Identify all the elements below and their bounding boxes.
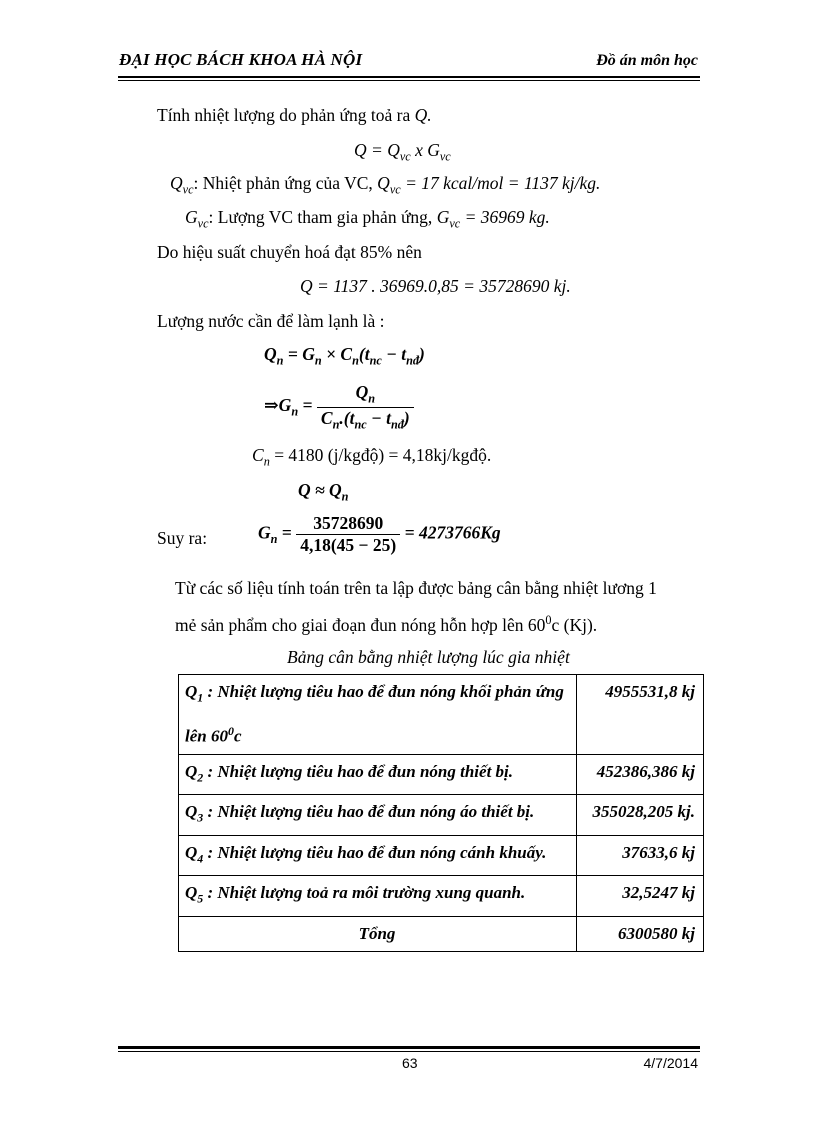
table-row xyxy=(179,876,704,916)
row-value: 355028,205 kj. xyxy=(577,795,704,835)
header-rule-thin xyxy=(118,80,700,81)
table-total-row xyxy=(179,916,704,951)
table-intro-line2: mẻ sản phẩm cho giai đoạn đun nóng hỗn hợp lên $60^0c$ (Kj). xyxy=(175,613,598,635)
row-value: 4955531,8 kj xyxy=(577,675,704,755)
row-value: 32,5247 kj xyxy=(577,876,704,916)
row-label: $Q_4$ : Nhiệt lượng tiêu hao để đun nóng cánh khuấy. xyxy=(179,835,577,875)
heat-balance-table xyxy=(178,674,704,952)
equation-gn-result: $G_n$ = $\frac{35728690}{4,18(45 - 25)}$ = 4273766Kg xyxy=(258,513,501,555)
equation-q: $Q = Q_{vc}$ x $G_{vc}$ xyxy=(354,140,451,164)
cn-definition: $C_n = 4180$ (j/kgđộ) = 4,18kj/kgđộ. xyxy=(252,445,492,469)
approx-line: $Q \approx Q_n$ xyxy=(298,480,349,504)
header-rule xyxy=(118,76,700,78)
header-school: ĐẠI HỌC BÁCH KHOA HÀ NỘI xyxy=(119,50,363,69)
qvc-definition: $Q_{vc}$: Nhiệt phản ứng của VC, $Q_{vc} = 17$ kcal/mol = 1137 kj/kg. xyxy=(170,173,601,197)
equation-q-value: Q = 1137 . 36969.0,85 = 35728690 kj. xyxy=(300,276,571,296)
gvc-definition: $G_{vc}$: Lượng VC tham gia phản ứng, $G_{vc} = 36969$ kg. xyxy=(185,207,550,231)
row-value: 452386,386 kj xyxy=(577,755,704,795)
footer-date: 4/7/2014 xyxy=(643,1055,698,1071)
row-value: 37633,6 kj xyxy=(577,835,704,875)
table-row xyxy=(179,795,704,835)
table-intro-line1: Từ các số liệu tính toán trên ta lập được bảng cân bằng nhiệt lương 1 xyxy=(175,578,657,598)
row-label: $Q_5$ : Nhiệt lượng toả ra môi trường xung quanh. xyxy=(179,876,577,916)
table-row xyxy=(179,835,704,875)
gn-result-fraction: $\frac{35728690}{4,18(45 - 25)}$ xyxy=(296,513,400,556)
equation-qn: $Q_n = G_n \times C_n(t_{nc} - t_{nđ})$ xyxy=(264,344,425,368)
header-doc-type: Đồ án môn học xyxy=(596,52,698,69)
page-number: 63 xyxy=(402,1055,418,1071)
efficiency-line: Do hiệu suất chuyển hoá đạt 85% nên xyxy=(157,242,422,262)
total-label: Tổng xyxy=(179,916,577,951)
footer-rule-thin xyxy=(118,1051,700,1052)
table-caption: Bảng cân bằng nhiệt lượng lúc gia nhiệt xyxy=(287,647,570,667)
row-label: $Q_1$ : Nhiệt lượng tiêu hao để đun nóng khối phản ứng lên $60^0c$ xyxy=(179,675,577,755)
row-label: $Q_2$ : Nhiệt lượng tiêu hao để đun nóng thiết bị. xyxy=(179,755,577,795)
table-row xyxy=(179,755,704,795)
equation-gn: $\Rightarrow G_n$ = $\frac{Q_n}{C_n.(t_{nc} - t_{nđ})}$ xyxy=(264,382,414,432)
footer-rule xyxy=(118,1046,700,1049)
gn-fraction: $\frac{Q_n}{C_n.(t_{nc} - t_{nđ})}$ xyxy=(317,382,414,432)
row-label: $Q_3$ : Nhiệt lượng tiêu hao để đun nóng áo thiết bị. xyxy=(179,795,577,835)
table-row xyxy=(179,675,704,755)
intro-line: Tính nhiệt lượng do phản ứng toả ra Q. xyxy=(157,105,432,125)
suy-ra-label: Suy ra: xyxy=(157,528,208,548)
total-value: 6300580 kj xyxy=(577,916,704,951)
cooling-line: Lượng nước cần để làm lạnh là : xyxy=(157,311,385,331)
